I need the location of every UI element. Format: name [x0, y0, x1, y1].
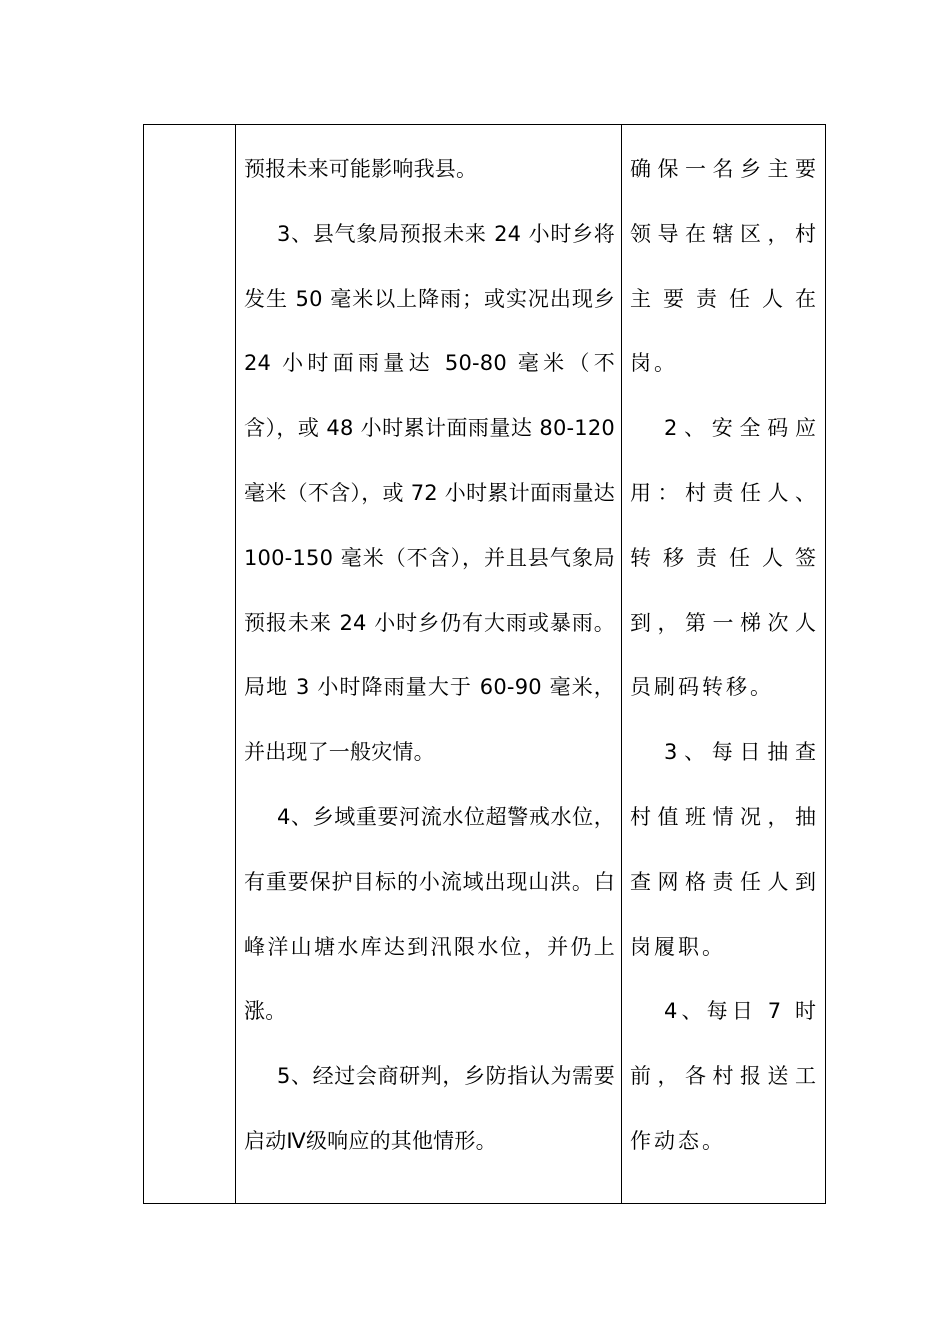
measures-cell [622, 125, 826, 1204]
level-cell [144, 125, 236, 1204]
measures-paragraph-4: 4、每日 7 时前，各村报送工作动态。 [630, 999, 819, 1153]
measures-paragraph-2: 2、安全码应用：村责任人、转移责任人签到，第一梯次人员刷码转移。 [630, 416, 819, 700]
conditions-paragraph-3: 3、县气象局预报未来 24 小时乡将发生 50 毫米以上降雨；或实况出现乡 24 小时面雨量达 50-80 毫米（不含），或 48 小时累计面雨量达 80-120 毫米（不含），或 72 小时累计面雨量达 100-150 毫米（不含），并且县气象局预报未来 24 小时乡仍有大雨或暴雨。局地 3 小时降雨量大于 60-90 毫米，并出现了一般灾情。 [244, 221, 615, 765]
measures-paragraph-3: 3、每日抽查村值班情况，抽查网格责任人到岗履职。 [630, 740, 819, 959]
conditions-paragraph-continued: 预报未来可能影响我县。 [244, 157, 478, 181]
conditions-paragraph-4: 4、乡域重要河流水位超警戒水位，有重要保护目标的小流域出现山洪。白峰洋山塘水库达到汛限水位，并仍上涨。 [244, 804, 615, 1024]
table-row [144, 125, 826, 1204]
conditions-paragraph-5: 5、经过会商研判，乡防指认为需要启动Ⅳ级响应的其他情形。 [244, 1064, 615, 1153]
response-table [143, 124, 826, 1204]
measures-paragraph-continued: 确保一名乡主要领导在辖区，村主要责任人在岗。 [630, 157, 819, 376]
conditions-cell [236, 125, 622, 1204]
